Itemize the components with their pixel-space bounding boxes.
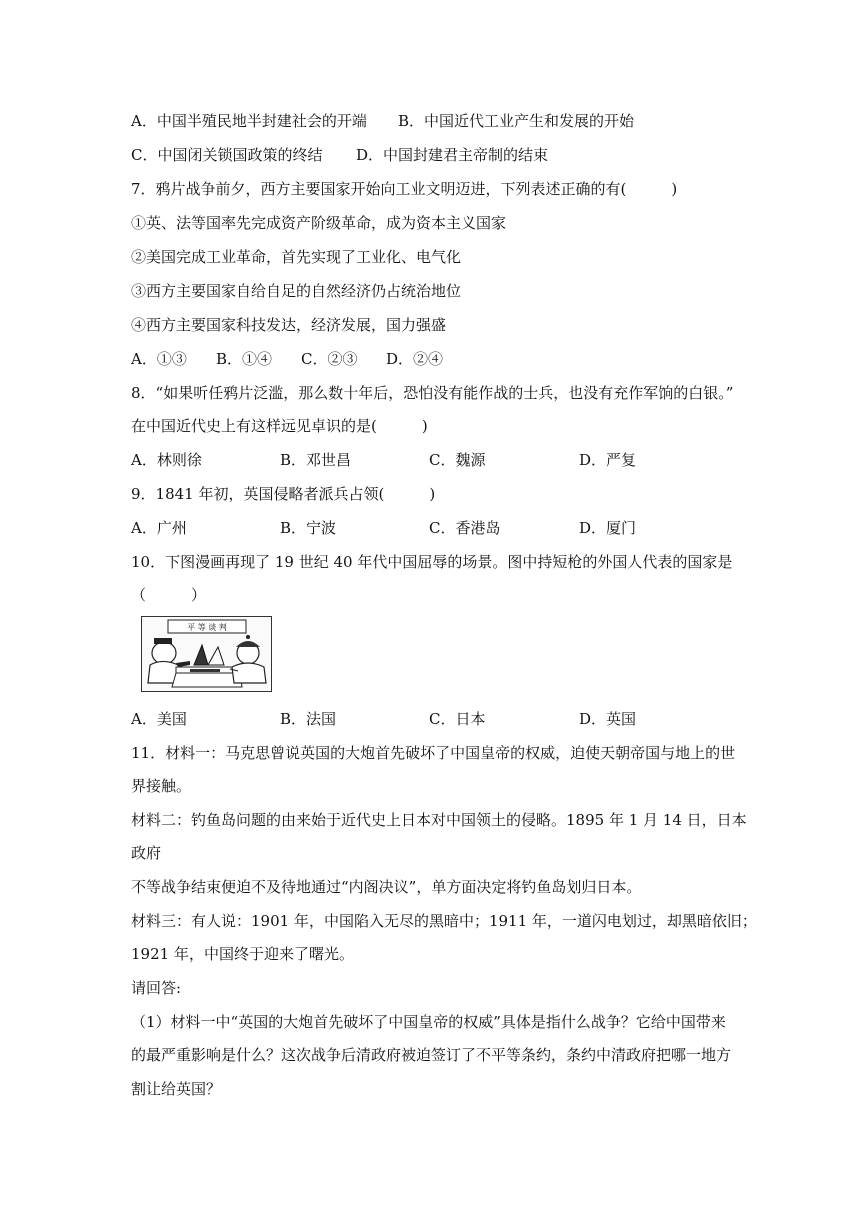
q8-option-b: B．邓世昌 <box>280 451 352 469</box>
q9-stem: 9．1841 年初，英国侵略者派兵占领( ) <box>131 485 436 503</box>
q11-material-1-line-2: 界接触。 <box>131 777 192 795</box>
q9-option-b: B．宁波 <box>280 519 337 537</box>
q8-stem-line-2: 在中国近代史上有这样远见卓识的是( ) <box>131 417 428 435</box>
q11-material-3-line-1: 材料三：有人说：1901 年，中国陷入无尽的黑暗中；1911 年，一道闪电划过，却黑暗依旧； <box>131 912 757 930</box>
q7-option-c: C．②③ <box>301 350 358 368</box>
q11-sub-question-1-line-2: 的最严重影响是什么？这次战争后清政府被迫签订了不平等条约，条约中清政府把哪一地方 <box>131 1046 732 1064</box>
q7-option-d: D．②④ <box>386 350 444 368</box>
q10-option-a: A．美国 <box>131 710 187 728</box>
q8-stem-line-1: 8．“如果听任鸦片泛滥，那么数十年后，恐怕没有能作战的士兵，也没有充作军饷的白银。” <box>131 384 734 402</box>
q11-material-2-line-1: 材料二：钓鱼岛问题的由来始于近代史上日本对中国领土的侵略。1895 年 1 月 14 日，日本 <box>131 811 747 829</box>
q11-material-3-line-2: 1921 年，中国终于迎来了曙光。 <box>131 945 354 963</box>
q7-stem: 7．鸦片战争前夕，西方主要国家开始向工业文明迈进，下列表述正确的有( ) <box>131 180 678 198</box>
q10-option-c: C．日本 <box>429 710 486 728</box>
q7-option-a: A．①③ <box>131 350 187 368</box>
q11-material-1-line-1: 11．材料一：马克思曾说英国的大炮首先破坏了中国皇帝的权威，迫使天朝帝国与地上的世 <box>131 744 736 762</box>
q10-option-d: D．英国 <box>579 710 637 728</box>
q6-option-b: B．中国近代工业产生和发展的开始 <box>398 112 635 130</box>
negotiation-cartoon-image <box>141 616 272 692</box>
cartoon-banner-text: 平 等 谈 判 <box>187 623 227 632</box>
q9-option-a: A．广州 <box>131 519 187 537</box>
q11-sub-question-1-line-3: 割让给英国？ <box>131 1080 222 1098</box>
q9-option-d: D．厦门 <box>579 519 637 537</box>
q9-option-c: C．香港岛 <box>429 519 501 537</box>
q10-stem-line-1: 10．下图漫画再现了 19 世纪 40 年代中国屈辱的场景。图中持短枪的外国人代表的国家是 <box>131 553 733 571</box>
q7-item-4: ④西方主要国家科技发达，经济发展，国力强盛 <box>131 316 447 334</box>
q8-option-d: D．严复 <box>579 451 637 469</box>
q6-option-a: A．中国半殖民地半封建社会的开端 <box>131 112 367 130</box>
q7-item-3: ③西方主要国家自给自足的自然经济仍占统治地位 <box>131 282 462 300</box>
q10-option-b: B．法国 <box>280 710 337 728</box>
q6-option-d: D．中国封建君主帝制的结束 <box>356 146 549 164</box>
q11-material-2-line-3: 不等战争结束便迫不及待地通过“内阁决议”，单方面决定将钓鱼岛划归日本。 <box>131 878 642 896</box>
q11-sub-question-1-line-1: （1）材料一中“英国的大炮首先破坏了中国皇帝的权威”具体是指什么战争？它给中国带来 <box>131 1013 726 1031</box>
q7-option-b: B．①④ <box>216 350 273 368</box>
q10-stem-line-2: （ ） <box>131 586 207 604</box>
q7-item-2: ②美国完成工业革命，首先实现了工业化、电气化 <box>131 248 462 266</box>
q6-option-c: C．中国闭关锁国政策的终结 <box>131 146 323 164</box>
q11-prompt: 请回答: <box>131 979 182 997</box>
q7-item-1: ①英、法等国率先完成资产阶级革命，成为资本主义国家 <box>131 214 507 232</box>
q11-material-2-line-2: 政府 <box>131 844 162 862</box>
q8-option-a: A．林则徐 <box>131 451 202 469</box>
q8-option-c: C．魏源 <box>429 451 486 469</box>
